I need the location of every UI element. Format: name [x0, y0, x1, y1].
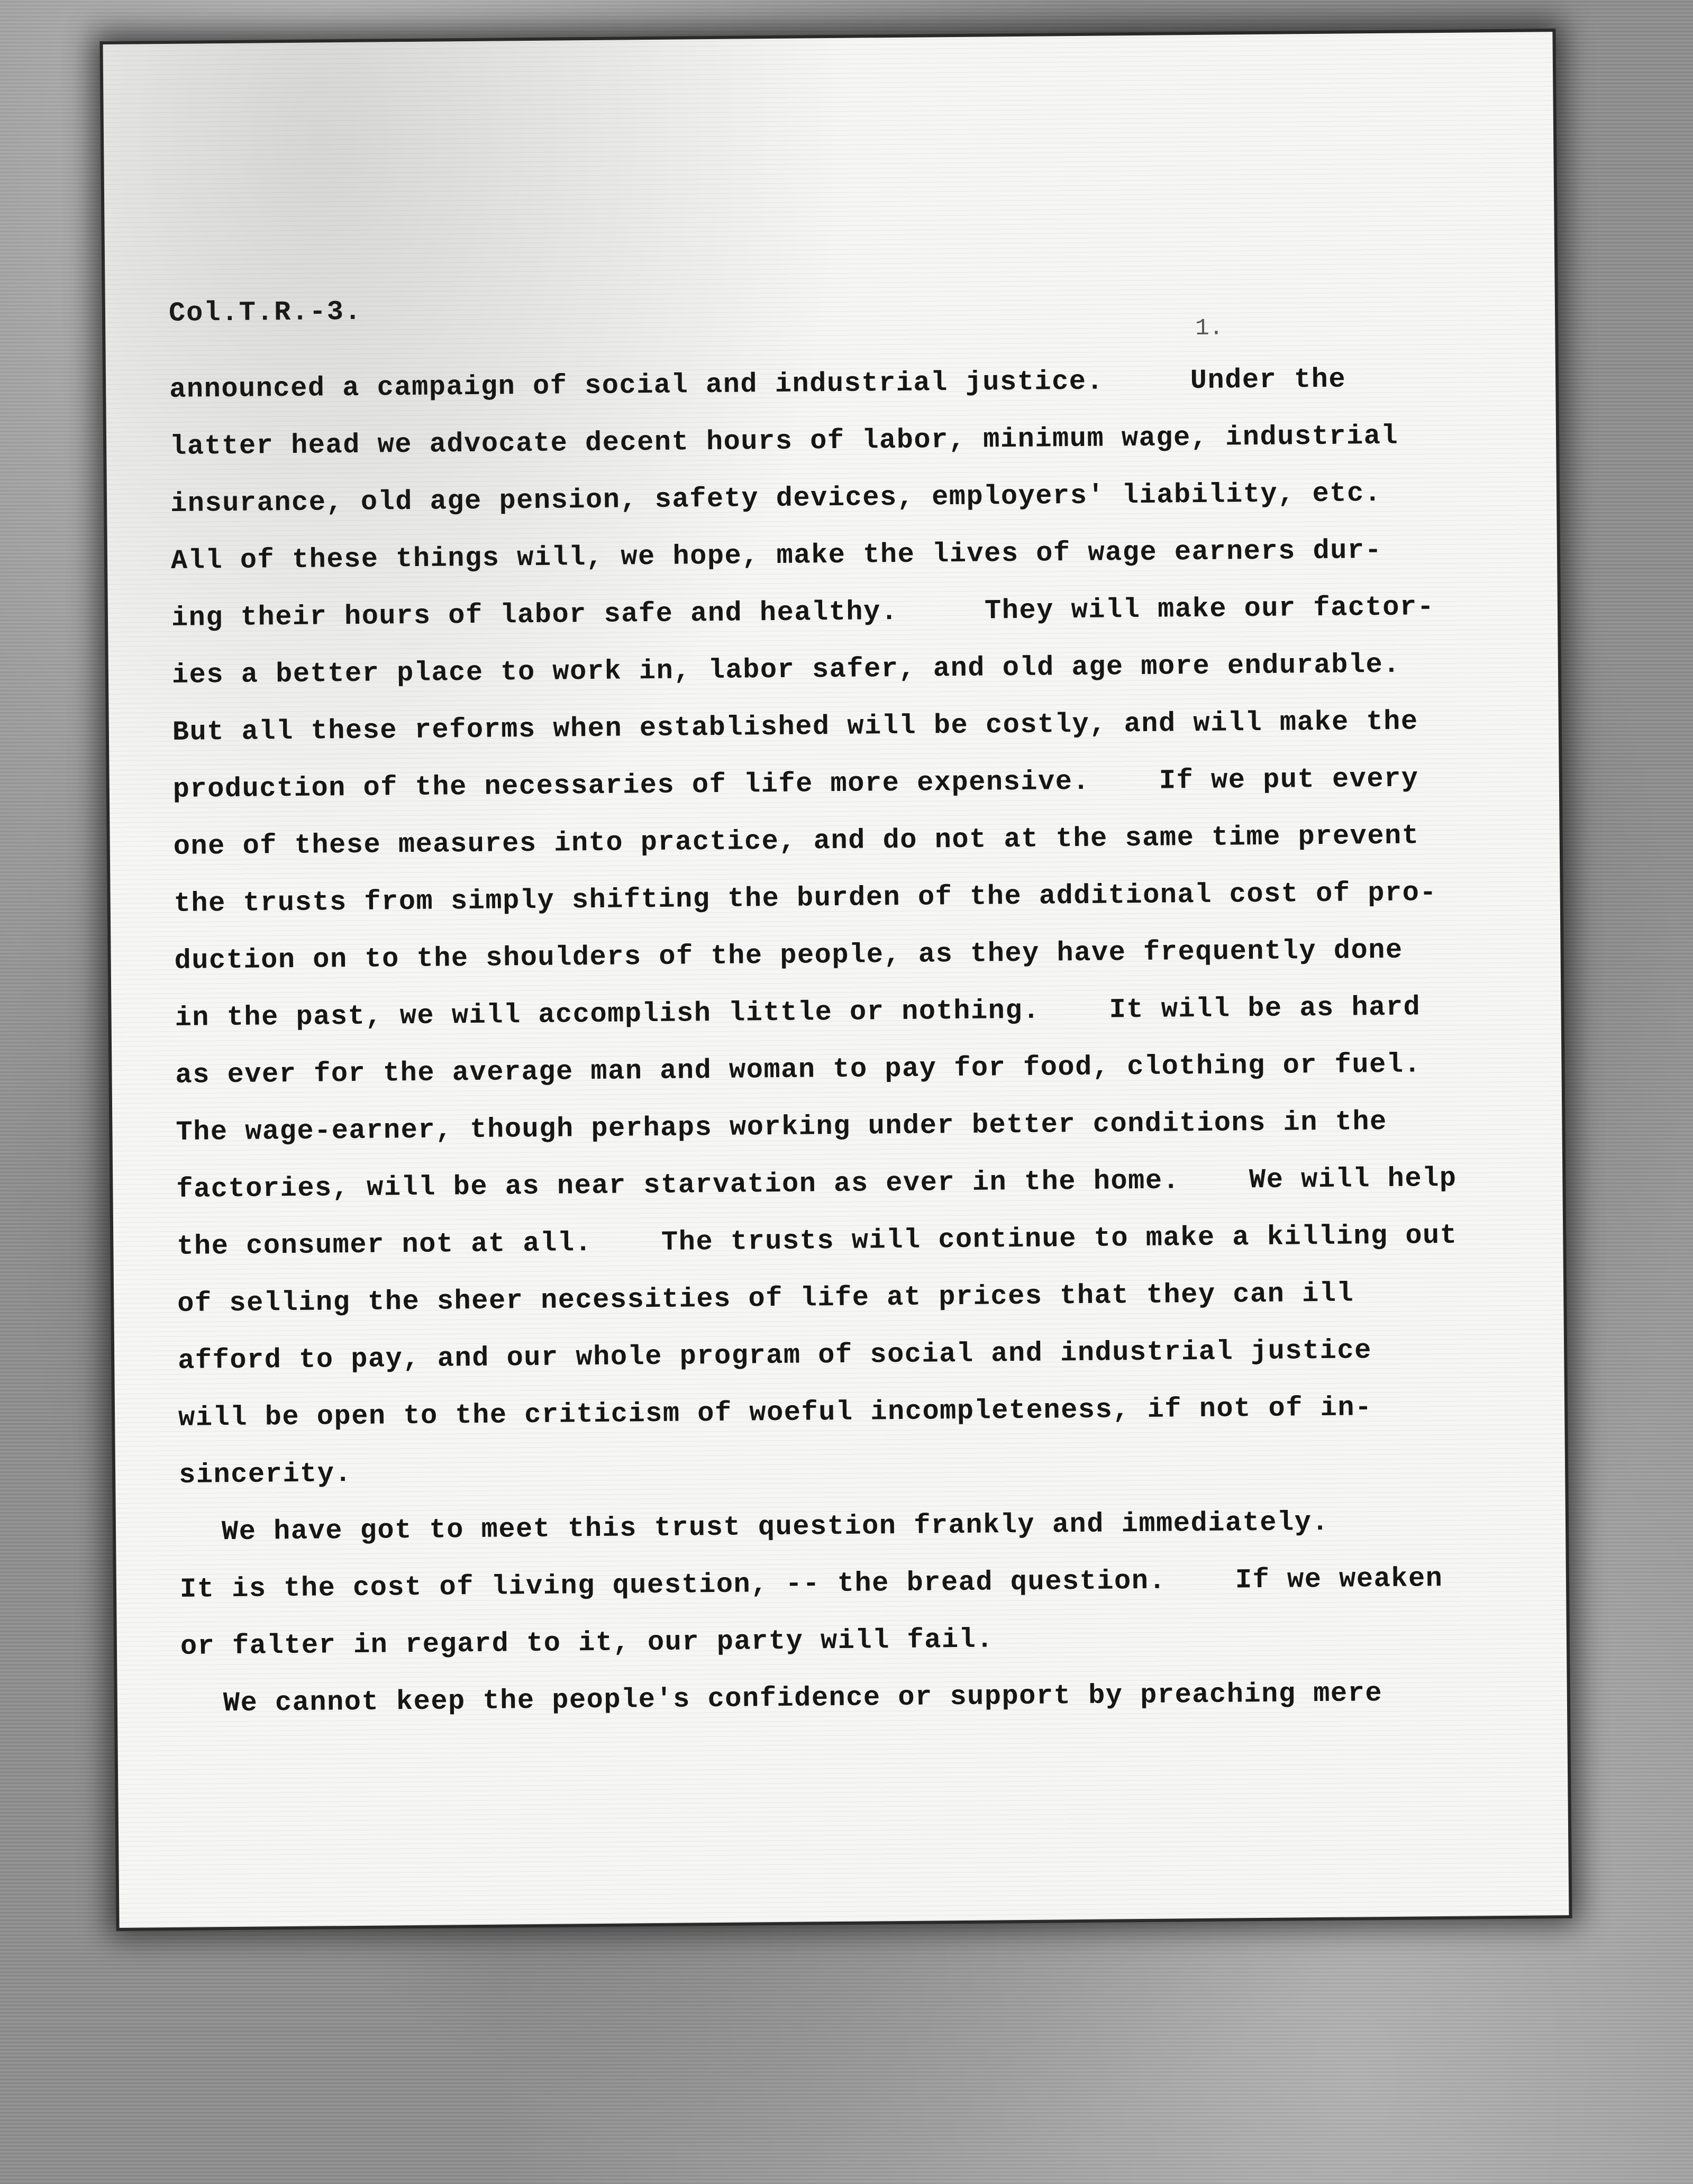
typed-body-text: [169, 350, 1515, 1733]
text-line: ies a better place to work in, labor safer, and old age more endurable.: [171, 649, 1401, 691]
text-line: ing their hours of labor safe and healthy. They will make our factor-: [171, 592, 1435, 634]
text-line: the consumer not at all. The trusts will continue to make a killing out: [177, 1220, 1458, 1262]
text-line: It is the cost of living question, -- the bread question. If we weaken: [179, 1563, 1443, 1605]
text-line: insurance, old age pension, safety devices, employers' liability, etc.: [170, 477, 1382, 520]
text-line: one of these measures into practice, and do not at the same time prevent: [173, 820, 1419, 862]
text-line: production of the necessaries of life more expensive. If we put every: [172, 763, 1419, 805]
text-line: We have got to meet this trust question frankly and immediately.: [221, 1506, 1330, 1548]
text-line: The wage-earner, though perhaps working under better conditions in the: [176, 1106, 1387, 1148]
text-line: factories, will be as near starvation as ever in the home. We will help: [176, 1162, 1457, 1205]
text-line: in the past, we will accomplish little or nothing. It will be as hard: [175, 991, 1421, 1034]
pencil-mark: 1.: [1195, 315, 1224, 342]
text-line: latter head we advocate decent hours of labor, minimum wage, industrial: [169, 420, 1399, 462]
text-line: sincerity.: [178, 1458, 352, 1491]
page-reference: Col.T.R.-3.: [168, 296, 362, 329]
text-line: the trusts from simply shifting the burden of the additional cost of pro-: [174, 877, 1437, 920]
text-line: We cannot keep the people's confidence or support by preaching mere: [223, 1678, 1383, 1719]
text-line: of selling the sheer necessities of life at prices that they can ill: [177, 1278, 1354, 1320]
text-line: duction on to the shoulders of the people, as they have frequently done: [174, 934, 1403, 977]
text-line: All of these things will, we hope, make the lives of wage earners dur-: [170, 534, 1382, 577]
text-line: or falter in regard to it, our party will fail.: [180, 1624, 994, 1662]
text-line: But all these reforms when established will be costly, and will make the: [172, 706, 1418, 748]
text-line: afford to pay, and our whole program of social and industrial justice: [177, 1335, 1372, 1377]
text-line: announced a campaign of social and industrial justice. Under the: [169, 363, 1346, 405]
text-line: as ever for the average man and woman to pay for food, clothing or fuel.: [175, 1049, 1422, 1091]
document-page: [103, 32, 1569, 1928]
text-line: will be open to the criticism of woeful incompleteness, if not of in-: [178, 1392, 1373, 1434]
